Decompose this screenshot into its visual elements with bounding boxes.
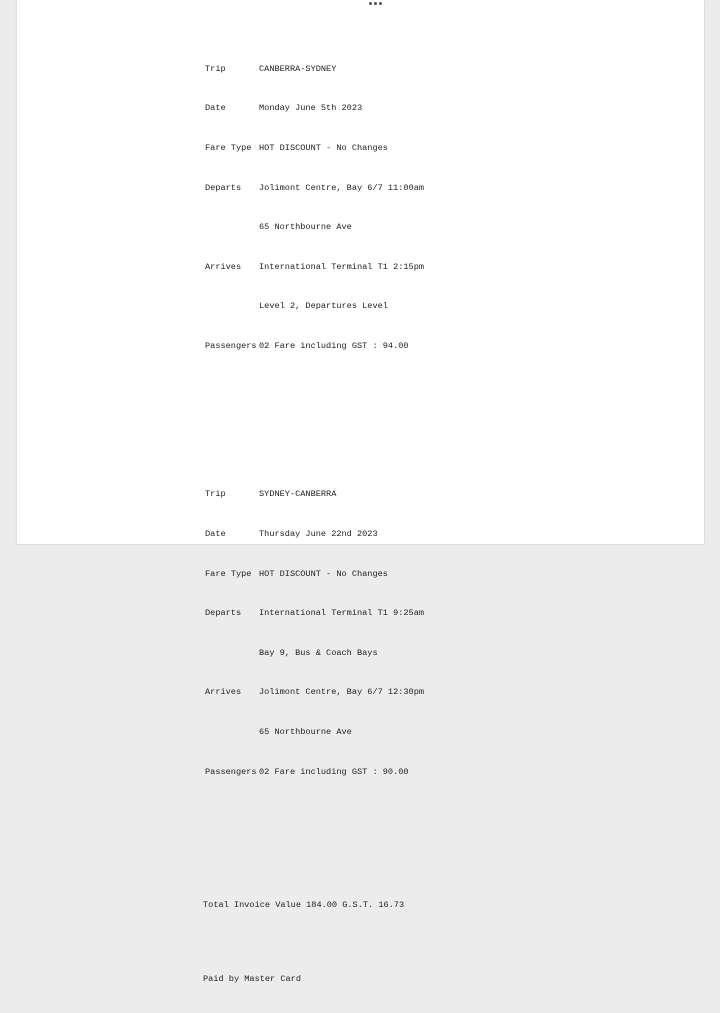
row-label: Passengers [205,766,257,777]
invoice-text [205,10,424,1013]
row-label: Arrives [205,687,242,698]
row-label: Departs [205,182,242,193]
row-value: CANBERRA-SYDNEY [259,63,337,74]
more-options-dot [379,2,382,5]
section-spacer [205,939,424,947]
more-options-icon[interactable] [369,2,382,5]
row-label: Fare Type [205,143,252,154]
row-value: Level 2, Departures Level [259,301,388,312]
row-label [205,647,259,660]
trip-2-row [205,686,424,699]
row-label: Departs [205,608,242,619]
row-label: Arrives [205,261,242,272]
document-page [17,0,704,985]
trip-1-row [205,182,424,195]
trip-2-row [205,568,424,581]
row-value: 02 Fare including GST : 90.00 [259,766,409,777]
trip-2-row [205,766,424,779]
trip-1-row [205,102,424,115]
row-label: Date [205,103,226,114]
section-spacer [205,845,424,860]
row-value: 02 Fare including GST : 94.00 [259,341,409,352]
row-value: HOT DISCOUNT - No Changes [259,568,388,579]
row-label: Trip [205,63,226,74]
trip-1-row [205,300,424,313]
more-options-dot [374,2,377,5]
row-value: International Terminal T1 9:25am [259,608,425,619]
trip-2-row [205,607,424,620]
payment-method: Paid by Master Card [203,974,301,985]
row-label: Passengers [205,341,257,352]
row-label [205,726,259,739]
trip-2-row [205,647,424,660]
row-label [205,221,259,234]
trip-2-row [205,488,424,501]
invoice-total: Total Invoice Value 184.00 G.S.T. 16.73 [203,900,405,911]
row-value: Jolimont Centre, Bay 6/7 11:00am [259,182,425,193]
section-spacer [205,419,424,422]
trip-1-row [205,340,424,353]
row-label: Date [205,528,226,539]
trip-1-row [205,261,424,274]
row-value: Bay 9, Bus & Coach Bays [259,647,378,658]
trip-2-row [205,528,424,541]
row-value: HOT DISCOUNT - No Changes [259,143,388,154]
more-options-dot [369,2,372,5]
row-value: Monday June 5th 2023 [259,103,363,114]
trip-2-row [205,726,424,739]
row-value: 65 Northbourne Ave [259,222,352,233]
row-value: International Terminal T1 2:15pm [259,261,425,272]
row-label [205,300,259,313]
row-value: Thursday June 22nd 2023 [259,528,378,539]
trip-1-section [205,36,424,379]
trip-1-row [205,142,424,155]
row-label: Fare Type [205,568,252,579]
row-label: Trip [205,489,226,500]
trip-1-row [205,63,424,76]
row-value: Jolimont Centre, Bay 6/7 12:30pm [259,687,425,698]
row-value: 65 Northbourne Ave [259,726,352,737]
trip-1-row [205,221,424,234]
row-value: SYDNEY-CANBERRA [259,489,337,500]
trip-2-section [205,462,424,805]
